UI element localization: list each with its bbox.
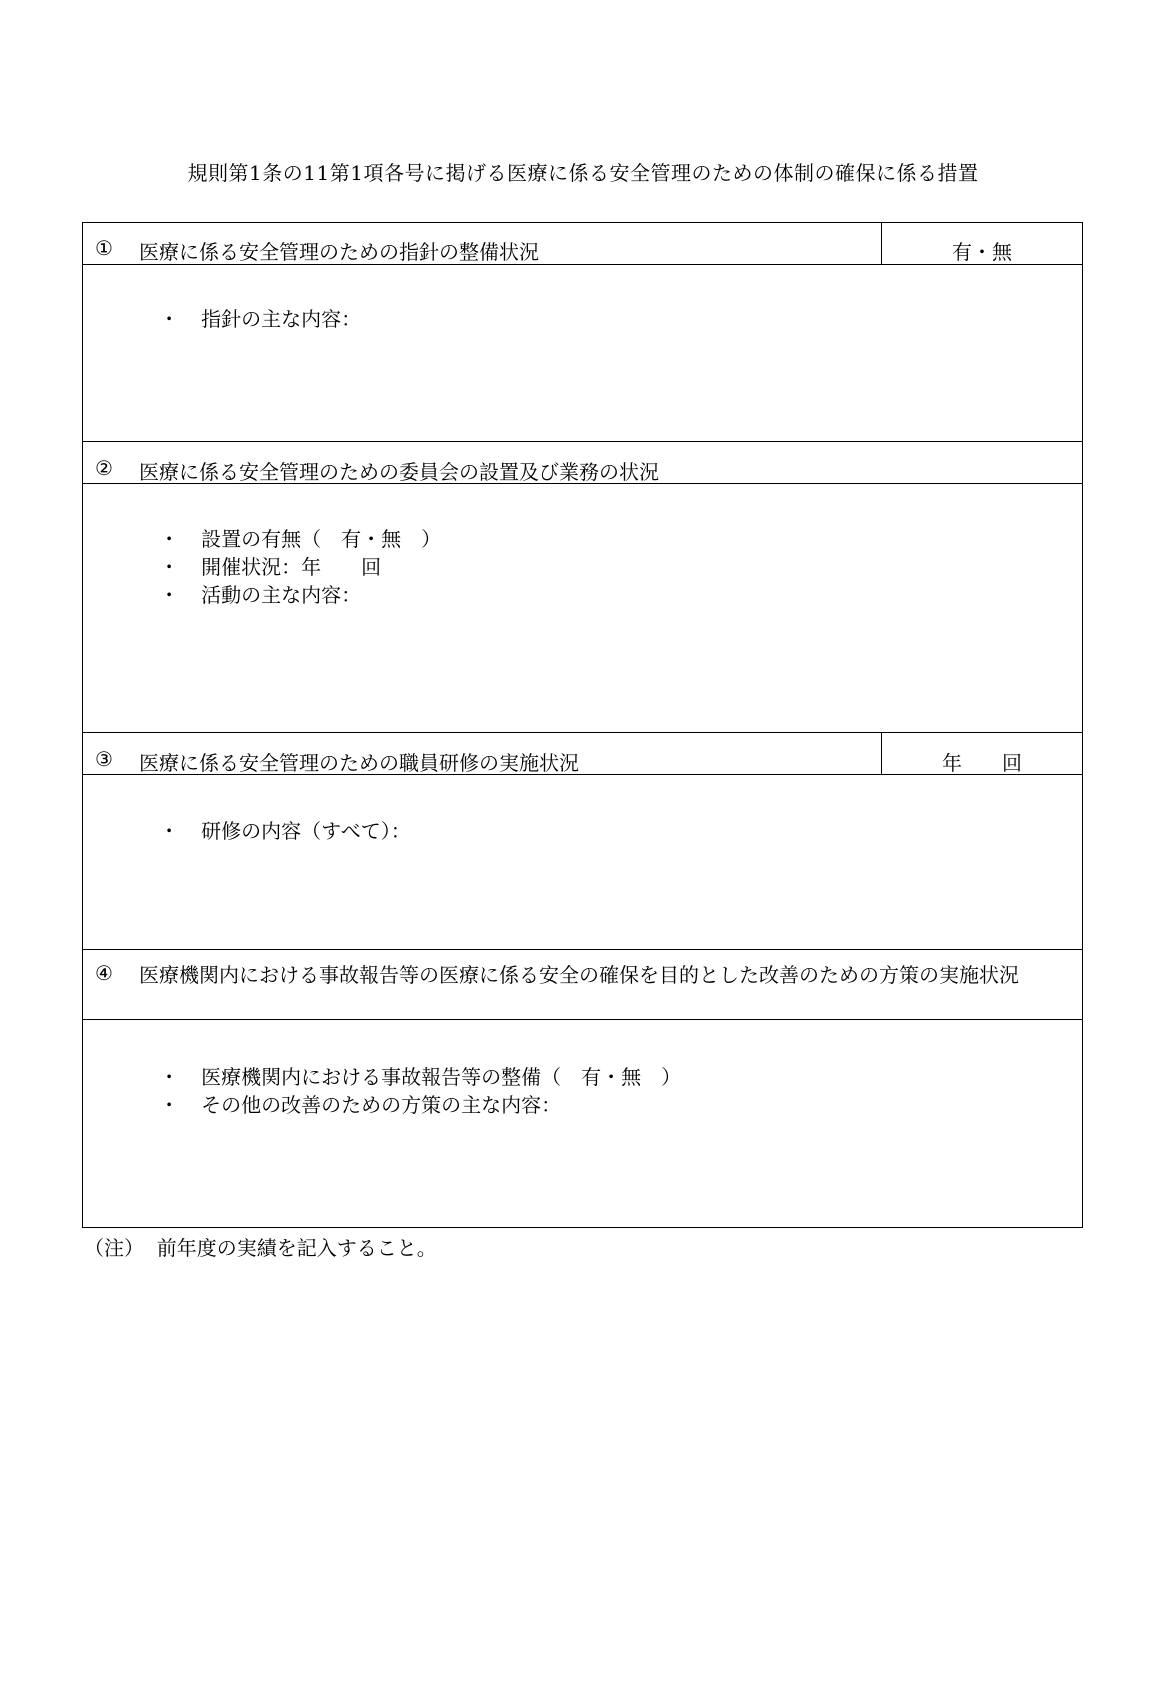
bullet-mark: ・ bbox=[159, 1093, 180, 1117]
section-1-answer-cell bbox=[881, 223, 1082, 264]
bullet-mark: ・ bbox=[159, 527, 180, 551]
section-4-number: ④ bbox=[95, 961, 113, 985]
bullet-mark: ・ bbox=[159, 1065, 180, 1089]
section-1-item-1-text: 指針の主な内容： bbox=[201, 307, 362, 331]
bullet-mark: ・ bbox=[159, 307, 180, 331]
section-3-answer-cell bbox=[881, 733, 1082, 774]
section-1-header bbox=[83, 223, 1082, 265]
section-1-heading: 医療に係る安全管理のための指針の整備状況 bbox=[139, 240, 539, 264]
section-3-heading: 医療に係る安全管理のための職員研修の実施状況 bbox=[139, 751, 579, 775]
section-4-body bbox=[83, 1020, 1082, 1227]
section-1-answer: 有・無 bbox=[952, 240, 1012, 264]
section-3-number: ③ bbox=[95, 747, 113, 771]
section-2-body bbox=[83, 484, 1082, 733]
section-2-heading: 医療に係る安全管理のための委員会の設置及び業務の状況 bbox=[139, 460, 659, 484]
section-2-item-3 bbox=[121, 555, 361, 632]
section-4-item-1-text: 医療機関内における事故報告等の整備（ 有・無 ） bbox=[201, 1065, 682, 1089]
section-3-header bbox=[83, 733, 1082, 775]
bullet-mark: ・ bbox=[159, 819, 180, 843]
section-2-item-1-text: 設置の有無（ 有・無 ） bbox=[201, 527, 442, 551]
section-3-body bbox=[83, 775, 1082, 950]
section-1-number: ① bbox=[95, 236, 113, 260]
section-4-header bbox=[83, 950, 1082, 1020]
document-title: 規則第1条の11第1項各号に掲げる医療に係る安全管理のための体制の確保に係る措置 bbox=[187, 161, 979, 185]
section-2-header bbox=[83, 442, 1082, 484]
footnote-label: （注） bbox=[84, 1236, 144, 1260]
section-2-item-3-text: 活動の主な内容： bbox=[201, 583, 362, 607]
section-4-item-2 bbox=[121, 1065, 561, 1142]
section-1-item-1 bbox=[121, 279, 361, 356]
section-3-item-1 bbox=[121, 791, 411, 868]
section-4-item-2-text: その他の改善のための方策の主な内容： bbox=[201, 1093, 562, 1117]
section-1-body bbox=[83, 265, 1082, 442]
section-2-number: ② bbox=[95, 456, 113, 480]
measures-form bbox=[82, 222, 1083, 1228]
section-4-heading: 医療機関内における事故報告等の医療に係る安全の確保を目的とした改善のための方策の実施状況 bbox=[139, 963, 1019, 987]
bullet-mark: ・ bbox=[159, 583, 180, 607]
section-3-answer: 年 回 bbox=[942, 751, 1022, 775]
footnote bbox=[84, 1232, 437, 1261]
footnote-text: 前年度の実績を記入すること。 bbox=[156, 1236, 437, 1260]
bullet-mark: ・ bbox=[159, 555, 180, 579]
section-3-item-1-text: 研修の内容（すべて）： bbox=[201, 819, 411, 843]
section-2-item-2-text: 開催状況：年 回 bbox=[201, 555, 382, 579]
